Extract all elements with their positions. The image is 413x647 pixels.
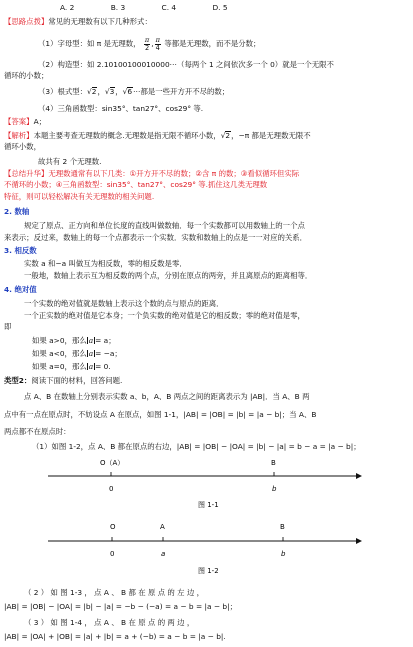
fig2-b-label: B: [280, 523, 285, 531]
section-4-line-1: 一个实数的绝对值就是数轴上表示这个数的点与原点的距离．: [24, 299, 224, 308]
fig2-b-value: b: [281, 550, 286, 558]
answer-text: A；: [33, 117, 47, 126]
summary-line-3: 特征，则可以轻松解决有关无理数的相关问题.: [4, 192, 155, 201]
section-4-line-3: 即: [4, 322, 12, 331]
idea-item-2-cont: 循环的小数；: [4, 71, 49, 80]
fraction-pi-over-4: $\frac{\pi}{4}$: [155, 36, 160, 52]
example-tag: 类型2：: [4, 376, 32, 385]
fig1-axis-arrow: [356, 473, 362, 479]
option-b: B. 3: [110, 3, 126, 12]
case-3-line-2: |AB| = |OA| + |OB| = |a| + |b| = a + (−b) = a − b = |a − b|.: [4, 632, 226, 641]
section-2-line-1: 规定了原点、正方向和单位长度的直线叫做数轴．每一个实数都可以用数轴上的一个点: [24, 221, 305, 230]
explain-line-1: 【解析】本题主要考查无理数的概念.无理数是指无限不循环小数，√2，−π 都是无理数无限不: [4, 131, 311, 140]
abs-case-3: 如果 a=0，那么 a = 0.: [32, 362, 111, 371]
fraction-pi-over-2: $\frac{\pi}{2}$: [144, 36, 150, 52]
fig1-origin-label: O（A）: [100, 459, 125, 467]
figure-1-1: [0, 455, 413, 513]
idea-item-2: （2）构造型：如 2.10100100010000⋯（每两个 1 之间依次多一个 0）就是一个无限不: [38, 60, 334, 69]
explain-line-2: 循环小数，: [4, 142, 41, 151]
abs-case-2: 如果 a<0，那么 a = −a；: [32, 349, 122, 358]
answer-options: [60, 3, 262, 12]
fig2-axis-arrow: [356, 538, 362, 544]
figure-1-2: [0, 519, 413, 579]
fig1-caption: 图 1-1: [198, 501, 219, 509]
fig2-a-value: a: [161, 550, 166, 558]
example-line-1: 点 A、B 在数轴上分别表示实数 a、b，A、B 两点之间的距离表示为 |AB|．当 A、B 两: [24, 392, 310, 401]
example-line-2: 点中有一点在原点时，不妨设点 A 在原点，如图 1-1，|AB| = |OB| = |b| = |a − b|；当 A、B: [4, 410, 317, 419]
abs-case-1: 如果 a>0，那么 a = a；: [32, 336, 116, 345]
section-2-title: 2. 数轴: [4, 207, 30, 216]
explain-tag: 【解析】: [4, 131, 34, 140]
fig1-b-label: B: [271, 459, 276, 467]
case-2-line-1: （ 2 ） 如 图 1-3 ， 点 A 、 B 都 在 原 点 的 左 边 ，: [24, 588, 205, 597]
summary-tag: 【总结升华】: [4, 169, 49, 178]
option-a: A. 2: [60, 3, 75, 12]
idea-item-4: （4）三角函数型：sin35°、tan27°、cos29° 等.: [38, 104, 204, 113]
case-3-line-1: （ 3 ） 如 图 1-4 ， 点 A 、 B 在 原 点 的 两 边 ，: [24, 618, 195, 627]
fig2-caption: 图 1-2: [198, 567, 219, 575]
case-2-line-2: |AB| = |OB| − |OA| = |b| − |a| = −b − (−a) = a − b = |a − b|；: [4, 602, 237, 611]
explain-line-3: 故共有 2 个无理数.: [38, 157, 102, 166]
idea-text: 常见的无理数有以下几种形式：: [48, 17, 152, 26]
answer-tag: 【答案】: [4, 117, 34, 126]
option-d: D. 5: [212, 3, 228, 12]
fig2-zero-label: 0: [110, 550, 115, 558]
section-2-line-2: 来表示；反过来，数轴上的每一个点都表示一个实数．实数和数轴上的点是一一对应的关系．: [4, 233, 308, 242]
case-1-text: （1）如图 1-2，点 A、B 都在原点的右边，|AB| = |OB| − |OA| = |b| − |a| = b − a = |a − b|；: [32, 442, 361, 451]
fig1-b-value: b: [272, 485, 277, 493]
example-line-3: 两点都不在原点时：: [4, 427, 71, 436]
summary-line-2: 不循环的小数；④三角函数型：sin35°、tan27°、cos29° 等.抓住这几类无理数: [4, 180, 268, 189]
summary-line-1: 【总结升华】无理数通常有以下几类：①开方开不尽的数；②含 π 的数；③看似循环但实际: [4, 169, 300, 178]
section-3-line-2: 一般地，数轴上表示互为相反数的两个点，分别在原点的两旁，并且离原点的距离相等．: [24, 271, 313, 280]
section-4-title: 4. 绝对值: [4, 285, 37, 294]
fig1-zero-label: 0: [109, 485, 114, 493]
idea-item-3: （3）根式型：√2，√3，√6⋯都是一些开方开不尽的数；: [38, 87, 230, 96]
section-3-title: 3. 相反数: [4, 246, 37, 255]
option-c: C. 4: [161, 3, 177, 12]
fig2-origin-label: O: [110, 523, 116, 531]
idea-heading: [4, 17, 152, 26]
section-3-line-1: 实数 a 和−a 叫做互为相反数，零的相反数是零．: [24, 259, 187, 268]
idea-item-1: （1）字母型：如 π 是无理数， $\frac{\pi}{2}$ , $\frac{\pi}{4}$ 等都是无理数，而不是分数；: [38, 36, 261, 52]
idea-tag: 【思路点拨】: [4, 17, 49, 26]
example-heading: 类型2：阅读下面的材料，回答问题.: [4, 376, 123, 385]
fig2-a-label: A: [160, 523, 165, 531]
answer-line: [4, 117, 46, 126]
section-4-line-2: 一个正实数的绝对值是它本身；一个负实数的绝对值是它的相反数；零的绝对值是零，: [24, 311, 305, 320]
